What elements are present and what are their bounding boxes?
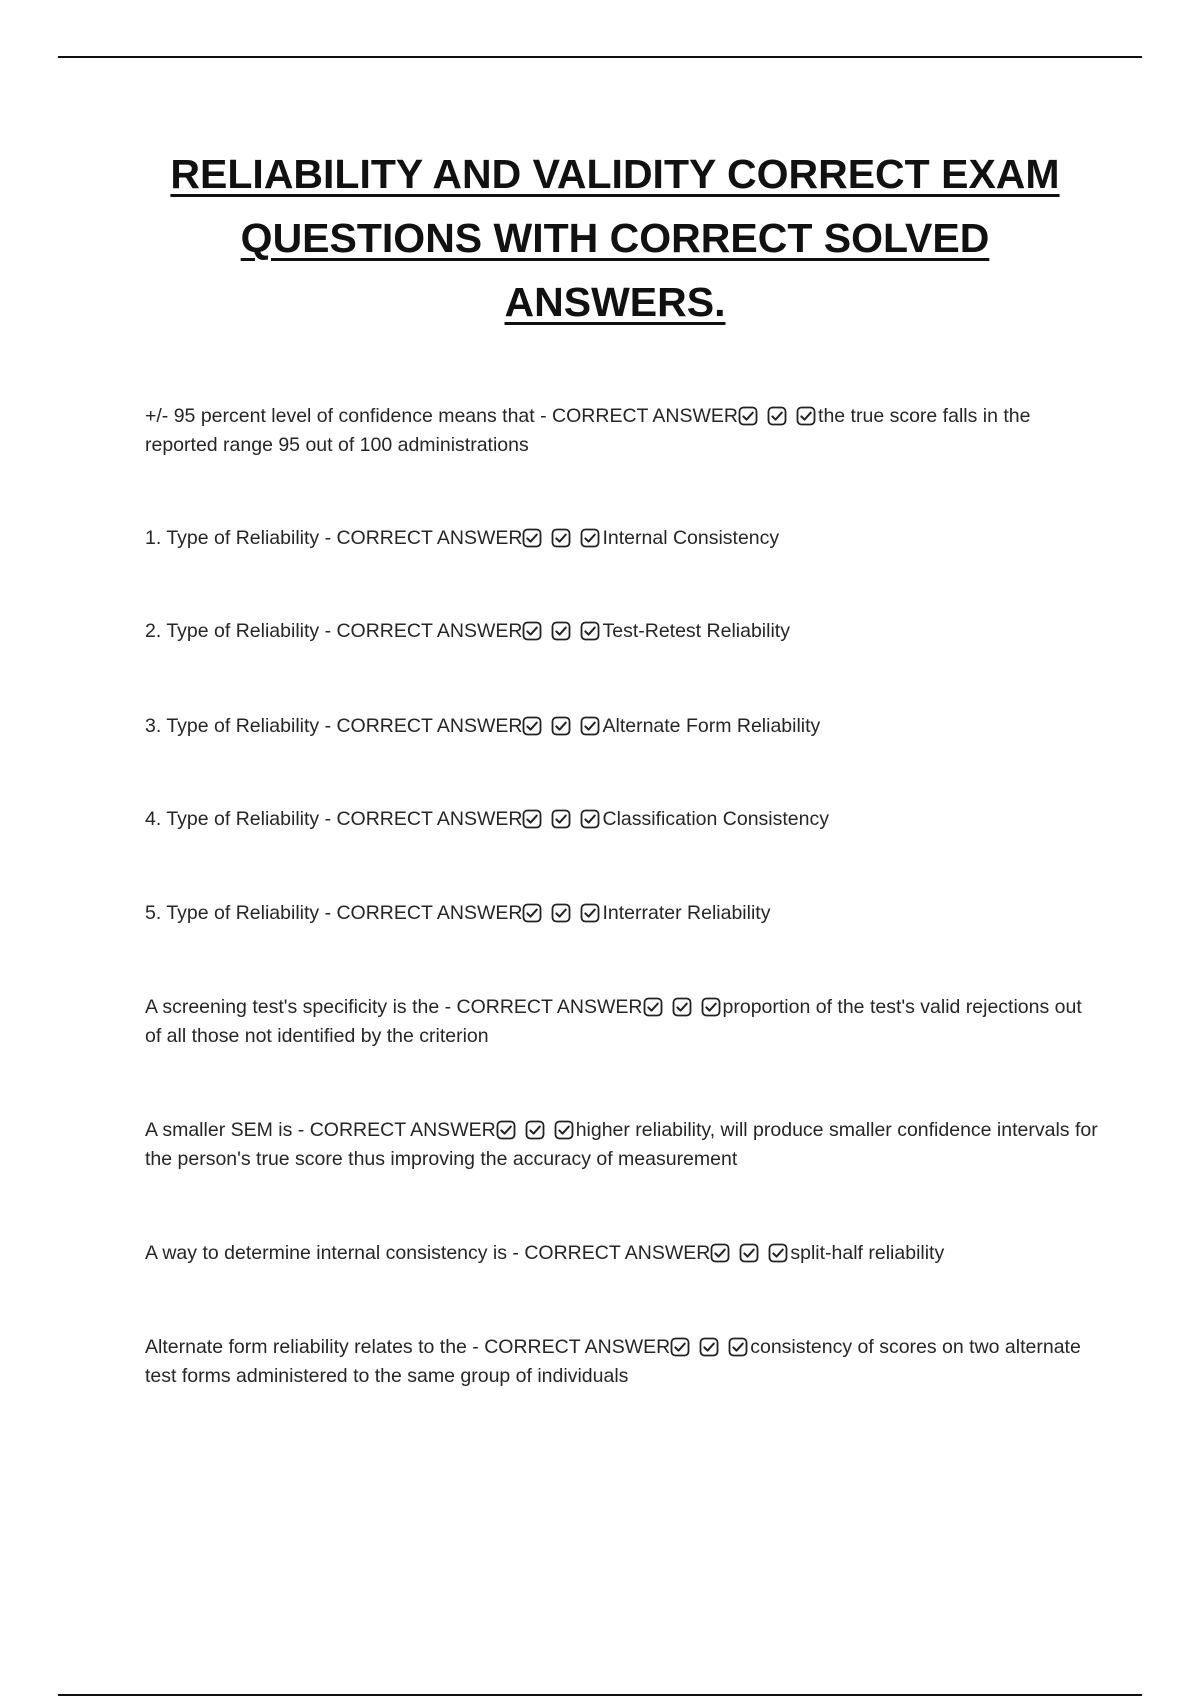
answer-check-marks	[522, 902, 602, 924]
answer-text: higher reliability, will produce smaller confidence intervals for the person's true score thus improving the accuracy of measurement	[145, 1119, 1098, 1170]
checkbox-checked-icon	[580, 621, 600, 641]
question-text: A smaller SEM is - CORRECT ANSWER	[145, 1119, 496, 1141]
checkbox-checked-icon	[551, 903, 571, 923]
answer-text: split-half reliability	[790, 1242, 945, 1264]
checkbox-checked-icon	[670, 1337, 690, 1357]
checkbox-checked-icon	[551, 809, 571, 829]
checkbox-checked-icon	[767, 406, 787, 426]
question-text: 5. Type of Reliability - CORRECT ANSWER	[145, 902, 523, 924]
checkbox-checked-icon	[551, 716, 571, 736]
answer-check-marks	[522, 715, 602, 737]
checkbox-checked-icon	[643, 997, 663, 1017]
answer-text: Classification Consistency	[602, 808, 829, 830]
checkbox-checked-icon	[580, 716, 600, 736]
checkbox-checked-icon	[710, 1243, 730, 1263]
qa-item	[145, 617, 1100, 646]
answer-check-marks	[522, 620, 602, 642]
checkbox-checked-icon	[522, 716, 542, 736]
checkbox-checked-icon	[496, 1120, 516, 1140]
qa-item	[145, 993, 1100, 1051]
checkbox-checked-icon	[551, 621, 571, 641]
answer-check-marks	[738, 405, 818, 427]
qa-item	[145, 1333, 1100, 1391]
qa-item	[145, 1239, 1100, 1268]
question-text: 2. Type of Reliability - CORRECT ANSWER	[145, 620, 523, 642]
bottom-rule	[58, 1694, 1142, 1696]
question-text: 4. Type of Reliability - CORRECT ANSWER	[145, 808, 523, 830]
answer-check-marks	[710, 1242, 790, 1264]
answer-check-marks	[643, 996, 723, 1018]
question-text: Alternate form reliability relates to the - CORRECT ANSWER	[145, 1336, 671, 1358]
question-text: 1. Type of Reliability - CORRECT ANSWER	[145, 527, 523, 549]
answer-text: Internal Consistency	[602, 527, 780, 549]
answer-text: Test-Retest Reliability	[602, 620, 790, 642]
answer-text: Interrater Reliability	[602, 902, 771, 924]
checkbox-checked-icon	[739, 1243, 759, 1263]
answer-check-marks	[670, 1336, 750, 1358]
answer-text: consistency of scores on two alternate test forms administered to the same group of individuals	[145, 1336, 1081, 1387]
question-text: +/- 95 percent level of confidence means that - CORRECT ANSWER	[145, 405, 739, 427]
checkbox-checked-icon	[738, 406, 758, 426]
answer-check-marks	[522, 527, 602, 549]
question-text: A screening test's specificity is the - CORRECT ANSWER	[145, 996, 643, 1018]
checkbox-checked-icon	[522, 809, 542, 829]
qa-item	[145, 1116, 1100, 1174]
answer-text: the true score falls in the reported range 95 out of 100 administrations	[145, 405, 1031, 456]
top-rule	[58, 56, 1142, 58]
checkbox-checked-icon	[580, 809, 600, 829]
checkbox-checked-icon	[522, 621, 542, 641]
page-title: RELIABILITY AND VALIDITY CORRECT EXAM QUESTIONS WITH CORRECT SOLVED ANSWERS.	[170, 151, 1060, 325]
checkbox-checked-icon	[701, 997, 721, 1017]
answer-text: proportion of the test's valid rejections out of all those not identified by the criterion	[145, 996, 1082, 1047]
checkbox-checked-icon	[525, 1120, 545, 1140]
checkbox-checked-icon	[699, 1337, 719, 1357]
qa-item	[145, 524, 1100, 553]
question-text: A way to determine internal consistency is - CORRECT ANSWER	[145, 1242, 711, 1264]
qa-item	[145, 899, 1100, 928]
checkbox-checked-icon	[672, 997, 692, 1017]
checkbox-checked-icon	[522, 528, 542, 548]
qa-item	[145, 402, 1100, 460]
question-text: 3. Type of Reliability - CORRECT ANSWER	[145, 715, 523, 737]
qa-item	[145, 805, 1100, 834]
checkbox-checked-icon	[796, 406, 816, 426]
qa-item	[145, 712, 1100, 741]
checkbox-checked-icon	[522, 903, 542, 923]
checkbox-checked-icon	[580, 903, 600, 923]
answer-check-marks	[522, 808, 602, 830]
checkbox-checked-icon	[551, 528, 571, 548]
answer-check-marks	[496, 1119, 576, 1141]
checkbox-checked-icon	[768, 1243, 788, 1263]
checkbox-checked-icon	[728, 1337, 748, 1357]
checkbox-checked-icon	[554, 1120, 574, 1140]
checkbox-checked-icon	[580, 528, 600, 548]
answer-text: Alternate Form Reliability	[602, 715, 821, 737]
